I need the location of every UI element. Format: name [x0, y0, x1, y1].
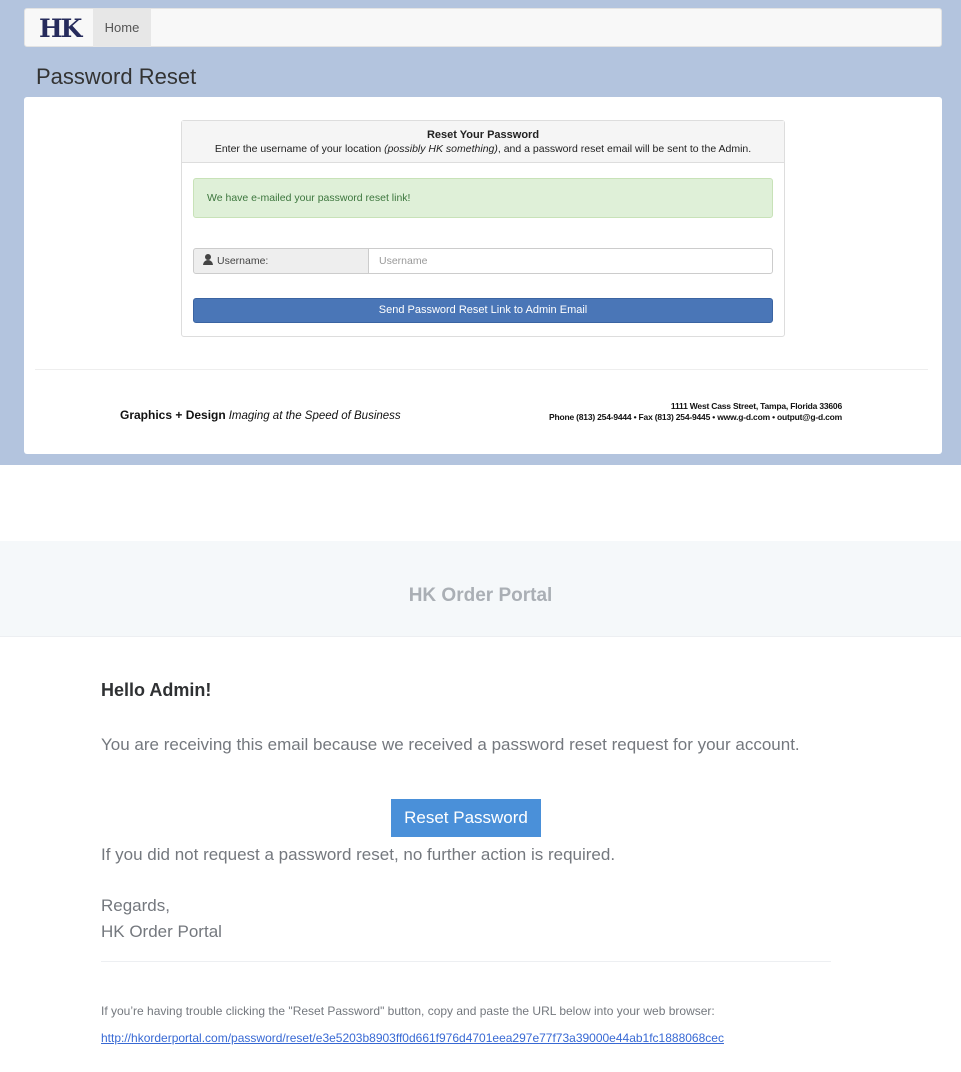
panel-subtitle: [182, 143, 784, 155]
username-input-group: [193, 248, 773, 274]
reset-panel: [181, 120, 785, 337]
content-card: [24, 97, 942, 454]
panel-subtitle-hint: (possibly HK something): [384, 143, 498, 155]
email-divider: [101, 961, 831, 962]
email-intro: You are receiving this email because we received a password reset request for your account.: [101, 735, 800, 754]
logo[interactable]: HK: [39, 14, 81, 43]
footer-brand-name: Graphics + Design: [120, 408, 226, 422]
reset-url-link[interactable]: http://hkorderportal.com/password/reset/e3e5203b8903ff0d661f976d4701eea297e77f73a39000e44ab1fc1888068cec: [101, 1031, 724, 1045]
email-brand[interactable]: HK Order Portal: [408, 585, 553, 606]
email-signature: HK Order Portal: [101, 922, 222, 941]
footer-tagline: Imaging at the Speed of Business: [228, 410, 401, 422]
email-signoff: [101, 893, 222, 945]
user-icon: [203, 254, 213, 265]
success-alert: We have e-mailed your password reset link!: [193, 178, 773, 218]
page-title: Password Reset: [36, 64, 197, 89]
panel-title: Reset Your Password: [426, 129, 540, 141]
footer-brand: [120, 408, 401, 422]
footer-address-line: 1111 West Cass Street, Tampa, Florida 33606: [670, 401, 842, 411]
navbar: [24, 8, 942, 47]
panel-heading: [182, 121, 784, 163]
nav-home-link[interactable]: Home: [93, 9, 151, 47]
app-window: [0, 0, 961, 465]
email-greeting: Hello Admin!: [101, 680, 212, 700]
send-reset-link-button[interactable]: Send Password Reset Link to Admin Email: [193, 298, 773, 323]
email-outro: If you did not request a password reset, no further action is required.: [101, 845, 616, 864]
panel-subtitle-end: , and a password reset email will be sent to the Admin.: [497, 143, 752, 155]
email-header: [0, 541, 961, 637]
email-regards: Regards,: [101, 896, 170, 915]
username-input[interactable]: [368, 248, 773, 274]
email-subcopy: If you’re having trouble clicking the "Reset Password" button, copy and paste the URL below into your web browser:: [101, 1004, 715, 1018]
reset-password-button[interactable]: Reset Password: [391, 799, 541, 837]
footer-contact-line: Phone (813) 254-9444 • Fax (813) 254-9445 • www.g-d.com • output@g-d.com: [549, 412, 842, 422]
footer-divider: [35, 369, 928, 370]
username-label: [193, 248, 369, 274]
panel-subtitle-start: Enter the username of your location: [214, 143, 385, 155]
username-label-text: Username:: [217, 255, 269, 267]
footer-address: [549, 401, 842, 423]
